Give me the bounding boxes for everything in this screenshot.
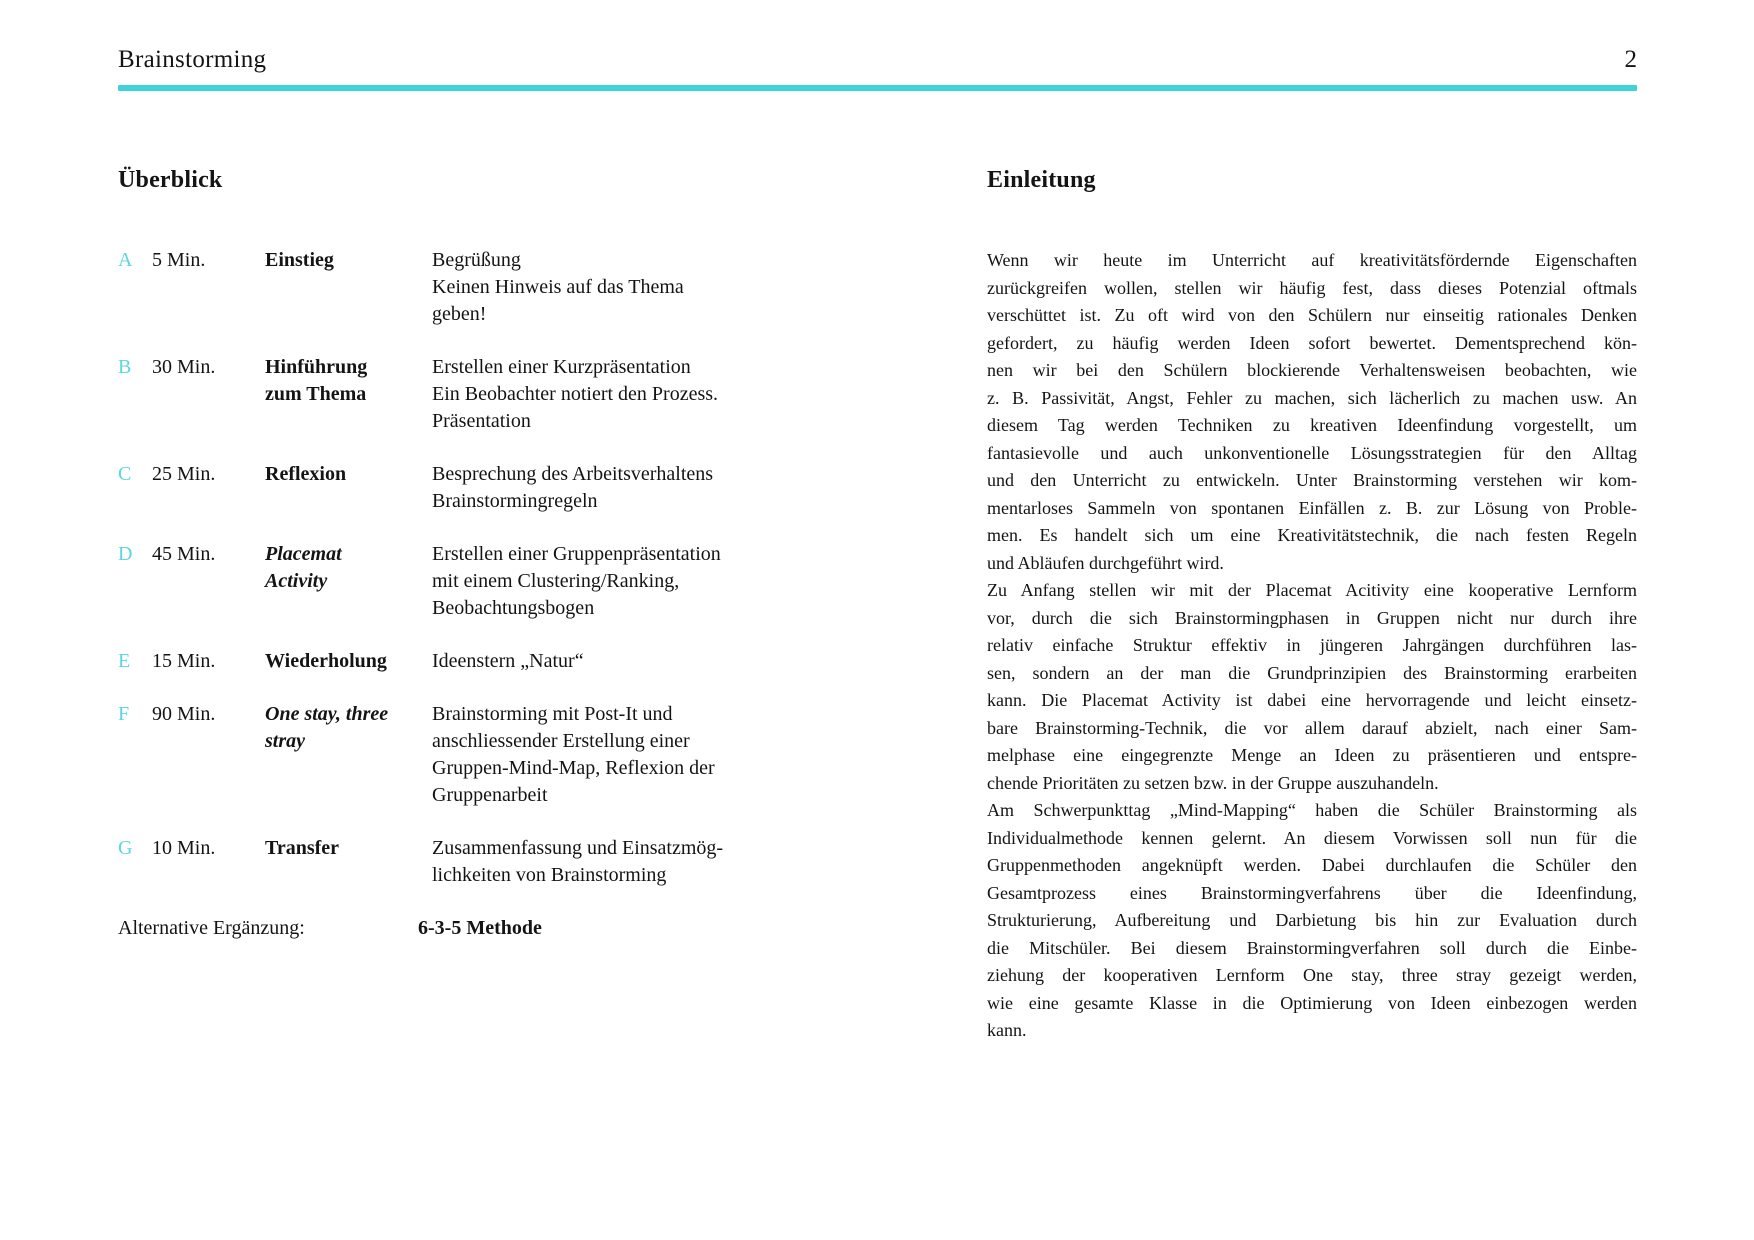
row-description: Erstellen einer Kurzpräsentation Ein Beobachter notiert den Prozess. Präsentation [432,356,719,432]
row-description: Zusammenfassung und Einsatzmög- lichkeiten von Brainstorming [432,837,724,886]
row-duration: 5 Min. [152,249,206,271]
row-title: Reflexion [265,463,347,485]
overview-column [118,165,987,1045]
row-duration: 90 Min. [152,703,216,725]
row-label: C [118,463,132,485]
row-title: Einstieg [265,249,334,271]
row-description: Begrüßung Keinen Hinweis auf das Thema geben! [432,249,684,325]
overview-row [118,354,987,435]
page-number: 2 [1624,46,1637,73]
document-title: Brainstorming [118,46,267,73]
intro-paragraph: Wenn wir heute im Unterricht auf kreativitätsfördernde Eigenschaften zurückgreifen wollen, stellen wir häufig fest, dass dieses Potenzial oftmals verschüttet ist. Zu oft wird von den Schülern nur einseitig rationales Denken gefordert, zu häufig werden Ideen sofort bewertet. Dementsprechend kön- nen wir bei den Schülern blockierende Verhaltensweisen beobachten, wie z. B. Passivität, Angst, Fehler zu machen, sich lächerlich zu machen usw. An diesem Tag werden Techniken zu kreativen Ideenfindung vorgestellt, um fantasievolle und auch unkonventionelle Lösungsstrategien für den Alltag und den Unterricht zu entwickeln. Unter Brainstorming verstehen wir kom- mentarloses Sammeln von spontanen Einfällen z. B. zur Lösung von Proble- men. Es handelt sich um eine Kreativitätstechnik, die nach festen Regeln und Abläufen durchgeführt wird. [987,250,1637,573]
row-duration: 25 Min. [152,463,216,485]
row-label: D [118,543,133,565]
row-label: A [118,249,133,271]
row-description: Besprechung des Arbeitsverhaltens Brainstormingregeln [432,463,714,512]
overview-footer-label: Alternative Ergänzung: [118,917,305,939]
row-title: Hinführung zum Thema [265,356,368,405]
intro-paragraph: Zu Anfang stellen wir mit der Placemat Acitivity eine kooperative Lernform vor, durch die sich Brainstormingphasen in Gruppen nicht nur durch ihre relativ einfache Struktur effektiv in jüngeren Jahrgängen durchführen las- sen, sondern an der man die Grundprinzipien des Brainstorming erarbeiten kann. Die Placemat Activity ist dabei eine hervorragende und leicht einsetz- bare Brainstorming-Technik, die vor allem darauf abzielt, nach einer Sam- melphase eine eingegrenzte Menge an Ideen zu präsentieren und entspre- chende Prioritäten zu setzen bzw. in der Gruppe auszuhandeln. [987,580,1637,793]
row-description: Ideenstern „Natur“ [432,650,584,672]
overview-row [118,541,987,622]
introduction-column [987,165,1637,1045]
row-duration: 45 Min. [152,543,216,565]
row-label: G [118,837,133,859]
overview-row [118,701,987,809]
overview-footer-value: 6-3-5 Methode [418,917,542,939]
overview-footer [118,915,987,942]
overview-row [118,247,987,328]
header-rule [118,85,1637,91]
row-duration: 15 Min. [152,650,216,672]
row-title: Placemat Activity [265,543,342,592]
row-label: F [118,703,130,725]
row-description: Erstellen einer Gruppenpräsentation mit einem Clustering/Ranking, Beobachtungsbogen [432,543,721,619]
row-duration: 30 Min. [152,356,216,378]
row-label: B [118,356,132,378]
overview-row [118,461,987,515]
overview-heading: Überblick [118,167,223,193]
row-duration: 10 Min. [152,837,216,859]
row-title: One stay, three stray [265,703,389,752]
introduction-text [987,247,1637,1045]
content-columns [118,165,1637,1045]
row-title: Transfer [265,837,340,859]
introduction-heading: Einleitung [987,167,1096,193]
row-description: Brainstorming mit Post-It und anschliessender Erstellung einer Gruppen-Mind-Map, Reflexion der Gruppenarbeit [432,703,715,806]
row-label: E [118,650,131,672]
overview-row [118,835,987,889]
page-header [118,46,1637,74]
intro-paragraph: Am Schwerpunkttag „Mind-Mapping“ haben die Schüler Brainstorming als Individualmethode kennen gelernt. An diesem Vorwissen soll nun für die Gruppenmethoden angeknüpft werden. Dabei durchlaufen die Schüler den Gesamtprozess eines Brainstormingverfahrens über die Ideenfindung, Strukturierung, Aufbereitung und Darbietung bis hin zur Evaluation durch die Mitschüler. Bei diesem Brainstormingverfahren soll durch die Einbe- ziehung der kooperativen Lernform One stay, three stray gezeigt werden, wie eine gesamte Klasse in die Optimierung von Ideen einbezogen werden kann. [987,800,1637,1040]
overview-row [118,648,987,675]
row-title: Wiederholung [265,650,387,672]
